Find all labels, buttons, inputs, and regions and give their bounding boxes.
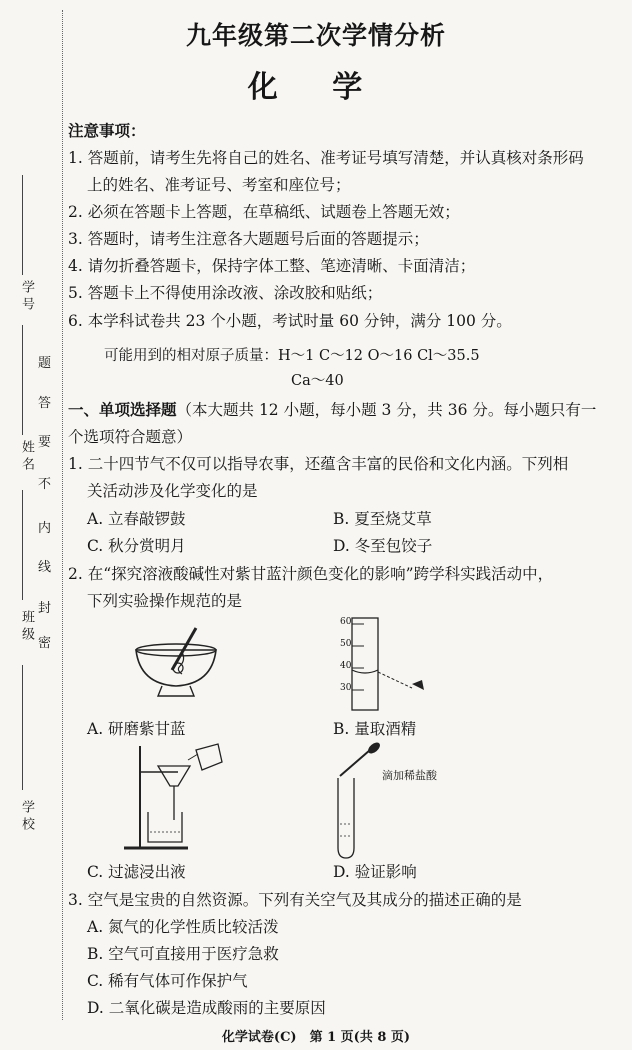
atomic-masses-line1: 可能用到的相对原子质量：H～1 C～12 O～16 Cl～35.5 — [104, 348, 480, 364]
note-item: 3. 答题时，请考生注意各大题题号后面的答题提示； — [68, 230, 429, 248]
q2-option-d: D. 验证影响 — [333, 863, 417, 881]
q3-option-c: C. 稀有气体可作保护气 — [87, 972, 248, 990]
cylinder-tick-label: 60 — [340, 617, 352, 627]
q3-option-b: B. 空气可直接用于医疗急救 — [87, 945, 279, 963]
seal-char: 内 — [38, 521, 52, 536]
q2-option-b: B. 量取酒精 — [333, 720, 417, 738]
cylinder-tick-label: 50 — [340, 639, 352, 649]
section-desc: （本大题共 12 小题，每小题 3 分，共 36 分。每小题只有一 — [176, 401, 597, 419]
margin-line — [22, 325, 23, 435]
note-item: 1. 答题前，请考生先将自己的姓名、准考证号填写清楚，并认真核对条形码 — [68, 149, 584, 167]
note-item: 上的姓名、准考证号、考室和座位号； — [87, 176, 351, 194]
cylinder-tick-label: 30 — [340, 683, 352, 693]
q3-option-d: D. 二氧化碳是造成酸雨的主要原因 — [87, 999, 326, 1017]
note-item: 4. 请勿折叠答题卡，保持字体工整、笔迹清晰、卡面清洁； — [68, 257, 476, 275]
q1-option-b: B. 夏至烧艾草 — [333, 510, 432, 528]
margin-line — [22, 175, 23, 275]
page-footer: 化学试卷(C) 第 1 页(共 8 页) — [221, 1030, 411, 1045]
binding-dotted-line — [62, 10, 63, 1020]
subject-title: 化 学 — [247, 70, 385, 105]
section-heading: 一、单项选择题 — [68, 400, 177, 419]
mortar-pestle-figure — [128, 622, 228, 702]
seal-char: 题 — [38, 356, 52, 371]
q2-stem-cont: 下列实验操作规范的是 — [87, 592, 243, 610]
q3-option-a: A. 氮气的化学性质比较活泼 — [87, 918, 279, 936]
atomic-masses-line2: Ca～40 — [291, 373, 344, 389]
q2-option-c: C. 过滤浸出液 — [87, 863, 186, 881]
graduated-cylinder-figure — [340, 614, 435, 714]
q1-option-c: C. 秋分赏明月 — [87, 537, 186, 555]
note-item: 6. 本学科试卷共 23 个小题，考试时量 60 分钟，满分 100 分。 — [68, 312, 512, 330]
school-label: 学 校 — [19, 800, 34, 831]
name-label: 姓 名 — [19, 440, 34, 471]
q1-stem: 1. 二十四节气不仅可以指导农事，还蕴含丰富的民俗和文化内涵。下列相 — [68, 455, 569, 473]
q1-option-a: A. 立春敲锣鼓 — [87, 510, 186, 528]
class-label: 班 级 — [19, 610, 34, 641]
notes-heading: 注意事项： — [68, 121, 146, 140]
seal-char: 不 — [38, 477, 52, 492]
note-item: 5. 答题卡上不得使用涂改液、涂改胶和贴纸； — [68, 284, 383, 302]
seal-char: 封 — [38, 601, 52, 616]
seal-char: 要 — [38, 435, 52, 450]
dropper-label: 滴加稀盐酸 — [382, 769, 437, 782]
note-item: 2. 必须在答题卡上答题，在草稿纸、试题卷上答题无效； — [68, 203, 460, 221]
q1-option-d: D. 冬至包饺子 — [333, 537, 433, 555]
q3-stem: 3. 空气是宝贵的自然资源。下列有关空气及其成分的描述正确的是 — [68, 891, 522, 909]
margin-line — [22, 665, 23, 790]
margin-line — [22, 490, 23, 600]
q2-stem: 2. 在“探究溶液酸碱性对紫甘蓝汁颜色变化的影响”跨学科实践活动中， — [68, 565, 554, 583]
cylinder-tick-label: 40 — [340, 661, 352, 671]
student-id-label: 学 号 — [19, 280, 34, 311]
filtration-apparatus-figure — [118, 742, 228, 856]
test-tube-dropper-figure — [332, 742, 392, 862]
seal-char: 线 — [38, 560, 52, 575]
exam-title: 九年级第二次学情分析 — [185, 21, 446, 50]
seal-char: 密 — [38, 636, 52, 651]
q1-stem-cont: 关活动涉及化学变化的是 — [87, 482, 258, 500]
q2-option-a: A. 研磨紫甘蓝 — [87, 720, 186, 738]
section-desc-cont: 个选项符合题意） — [68, 428, 193, 446]
seal-char: 答 — [38, 396, 52, 411]
section-heading-line — [68, 400, 596, 420]
